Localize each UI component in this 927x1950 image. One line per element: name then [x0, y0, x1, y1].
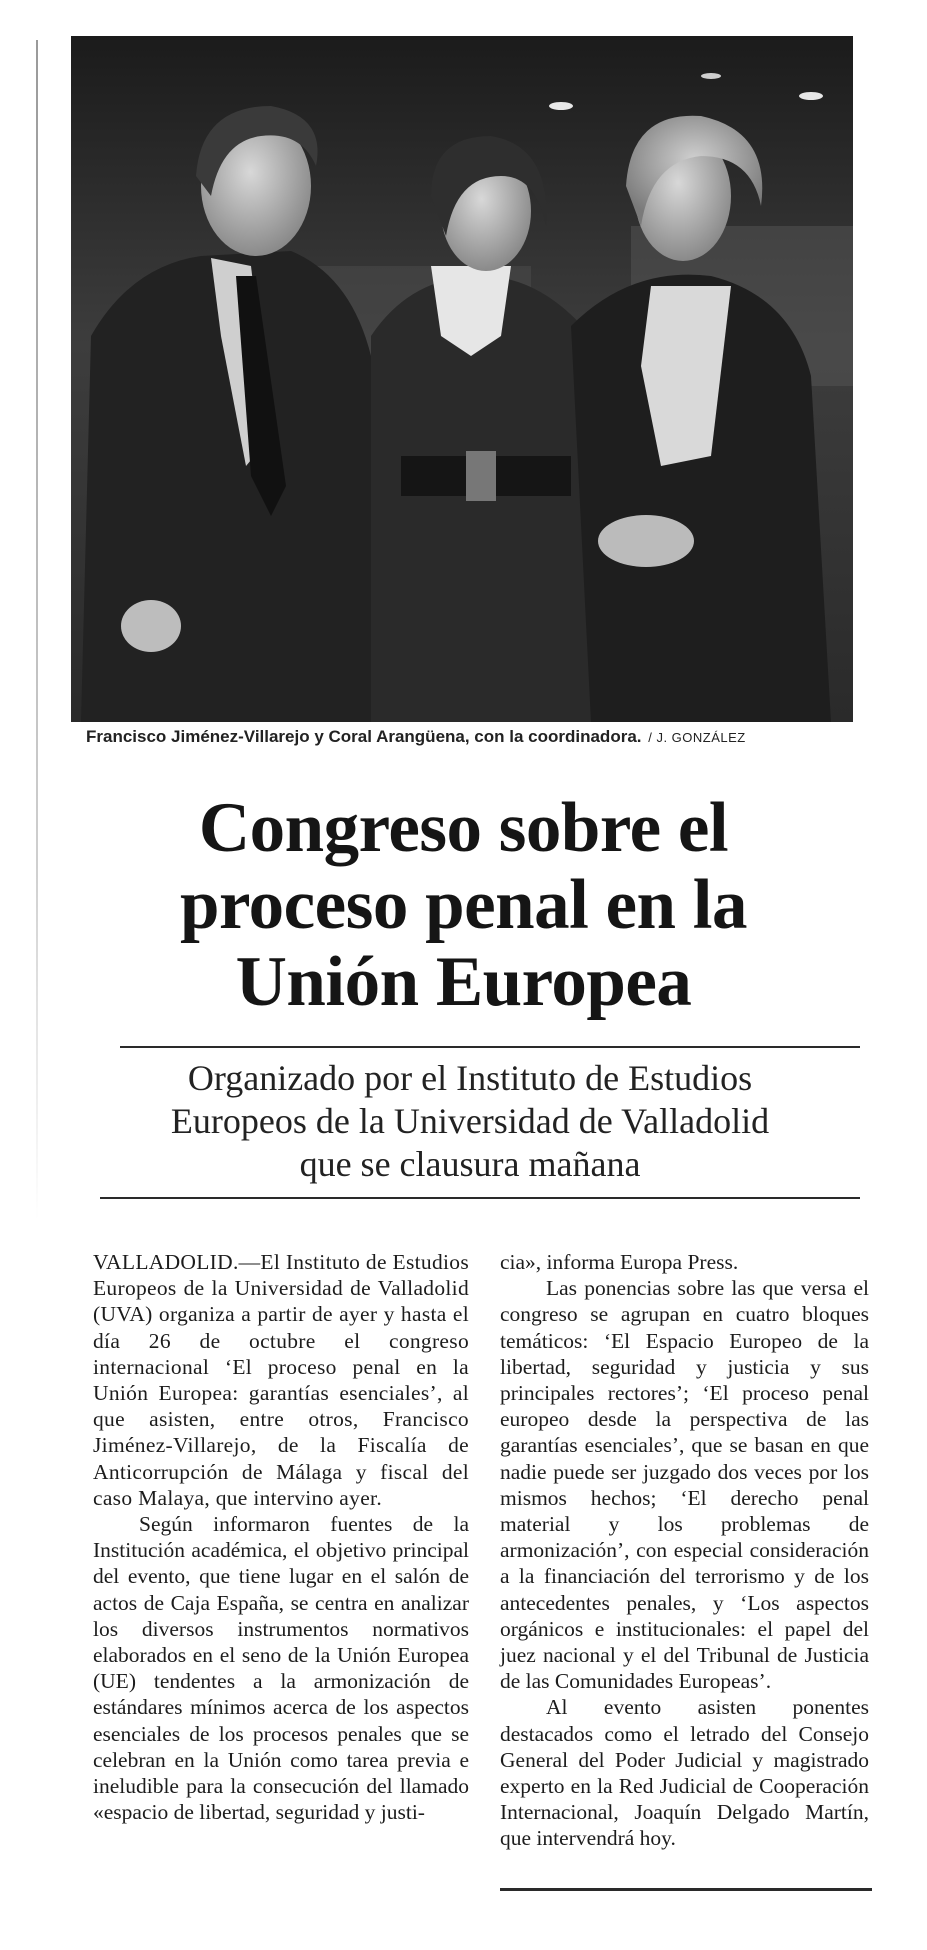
headline-line: proceso penal en la	[179, 866, 748, 944]
dateline: VALLADOLID.—	[93, 1250, 261, 1274]
paragraph-text: El Instituto de Estudios Europeos de la Universidad de Valladolid (UVA) organiza a partir de ayer y hasta el día 26 de octubre el congreso internacional ‘El proceso penal en la Unión Europea: garantías esenciales’, al que asisten, entre otros, Francisco Jiménez-Villarejo, de la Fiscalía de Anticorrupción de Málaga y fiscal del caso Malaya, que intervino ayer.	[93, 1250, 469, 1510]
article-paragraph	[93, 1249, 469, 1511]
headline-line: Congreso sobre el	[198, 789, 729, 867]
photo-caption	[86, 727, 866, 747]
subhead-line: Europeos de la Universidad de Valladolid	[170, 1101, 770, 1141]
caption-text: Francisco Jiménez-Villarejo y Coral Arangüena, con la coordinadora.	[86, 727, 642, 746]
article-subheadline	[110, 1057, 830, 1186]
article-column-left	[93, 1249, 469, 1825]
footer-rule	[500, 1888, 872, 1891]
article-paragraph: Según informaron fuentes de la Institución académica, el objetivo principal del evento, que tiene lugar en el salón de actos de Caja España, se centra en analizar los diversos instrumentos normativos elaborados en el seno de la Unión Europea (UE) tendentes a la armonización de estándares mínimos acerca de los aspectos esenciales de los procesos penales que se celebran en la Unión como tarea previa e ineludible para la consecución del llamado «espacio de libertad, seguridad y justi-	[93, 1512, 469, 1825]
article-paragraph: Las ponencias sobre las que versa el congreso se agrupan en cuatro bloques temáticos: ‘El Espacio Europeo de la libertad, seguridad y justicia y sus principales rectores’; ‘El proceso penal europeo desde la perspectiva de las garantías esenciales’, que se basan en que nadie puede ser juzgado dos veces por los mismos hechos; ‘El derecho penal material y los problemas de armonización’, con especial consideración a la financiación del terrorismo y de los antecedentes penales, y ‘Los aspectos orgánicos e institucionales: el papel del juez nacional y el del Tribunal de Justicia de las Comunidades Europeas’.	[500, 1276, 869, 1694]
article-paragraph: Al evento asisten ponentes destacados como el letrado del Consejo General del Poder Judicial y magistrado experto en la Red Judicial de Cooperación Internacional, Joaquín Delgado Martín, que intervendrá hoy.	[500, 1695, 869, 1851]
subhead-line: que se clausura mañana	[299, 1144, 641, 1184]
subhead-line: Organizado por el Instituto de Estudios	[187, 1058, 753, 1098]
headline-line: Unión Europea	[235, 943, 692, 1021]
photo-illustration	[71, 36, 853, 722]
article-column-right	[500, 1249, 869, 1852]
news-photo	[71, 36, 853, 722]
scan-edge	[36, 40, 38, 1220]
article-headline	[100, 790, 827, 1021]
divider-rule	[120, 1046, 860, 1048]
divider-rule	[100, 1197, 860, 1199]
photo-credit: / J. GONZÁLEZ	[648, 730, 746, 745]
article-paragraph: cia», informa Europa Press.	[500, 1250, 739, 1274]
